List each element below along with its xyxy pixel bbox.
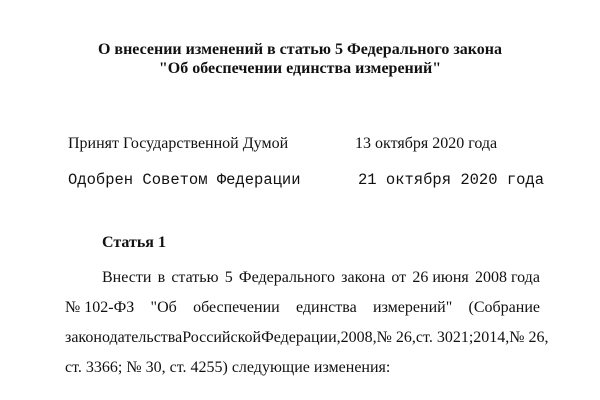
word: Федерального [238,269,335,286]
word: измерений" [373,299,453,316]
title-line-1: О внесении изменений в статью 5 Федерального закона [97,41,503,58]
word: от [391,269,407,286]
word: 5 [224,269,233,286]
approved-date: 21 октября 2020 года [358,171,545,189]
word: (Собрание [468,299,540,316]
paragraph-line-2 [65,299,540,317]
word: № 102-ФЗ [65,299,135,316]
title-line-2: "Об обеспечении единства измерений" [158,60,442,77]
word: Внести [102,269,152,286]
word: закона [341,269,386,286]
word: законодательства [65,329,183,346]
word: 2014, [473,329,510,346]
word: 2008, [340,329,377,346]
paragraph-line-3 [65,329,549,347]
word: 26 июня [412,269,469,286]
word: обеспечении [193,299,280,316]
word: статью [171,269,219,286]
approved-label: Одобрен Советом Федерации [68,171,301,189]
document-title [0,40,600,78]
word: Федерации, [261,329,341,346]
word: № 26, [509,329,549,346]
adopted-label: Принят Государственной Думой [68,135,289,152]
word: 2008 года [474,269,540,286]
adopted-date: 13 октября 2020 года [355,135,498,152]
word: ст. 3021; [415,329,474,346]
paragraph-line-1 [102,269,540,287]
article-heading: Статья 1 [102,234,166,251]
word: в [157,269,166,286]
paragraph-line-4: ст. 3366; № 30, ст. 4255) следующие изменения: [65,359,391,376]
word: "Об [150,299,177,316]
word: единства [296,299,357,316]
word: Российской [182,329,262,346]
word: № 26, [376,329,416,346]
